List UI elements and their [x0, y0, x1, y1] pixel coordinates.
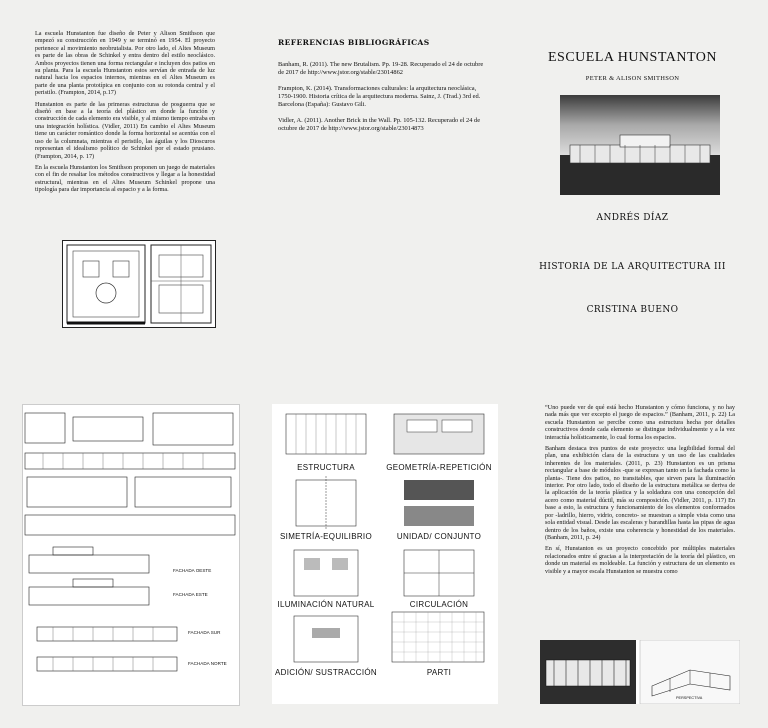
caption-circulacion: CIRCULACIÓN: [409, 600, 469, 609]
elevation-label-west: FACHADA OESTE: [173, 568, 212, 573]
professor-name: CRISTINA BUENO: [586, 305, 679, 315]
school-photo-image: [560, 95, 720, 195]
elevation-label-south: FACHADA SUR: [188, 630, 221, 635]
caption-geometria: GEOMETRÍA-REPETICIÓN: [386, 463, 492, 472]
left-paragraph-3: En la escuela Hunstanton los Smithson proponen un juego de materiales con el fin de resaltar los métodos constructivos y llegar a la honestidad estructural, mientras en el Altes Museum Schinkel propone una tipología para dar importancia al espacio y a la forma.: [35, 163, 215, 194]
caption-iluminacion: ILUMINACIÓN NATURAL: [277, 600, 375, 609]
elevation-label-east: FACHADA ESTE: [173, 592, 208, 597]
right-paragraph-2: Banham destaca tres puntos de este proyecto: una legibilidad formal del plan, una exhibición clara de la estructura y un uso de las cualidades inherentes de los materiales. (2011, p. 23) Hunstanton es un prisma rectangular a base de módulos -que se expresan tanto en la fachada como la planta-. Tiene dos patios, no transitables, que sirven para la iluminación interior. Por otro lado, todo el diseño de la estructura metálica se deriva de la aplicación de la teoría plástica y la soldadura con una concepción del acero como material dúctil, más su composición. (Vidler, 2011, p. 117) En base a esto, la estructura y funcionamiento de los elementos conformados por -ladrillo, hierro, vidrio, concreto- se muestran a simple vista como una sola entidad visual. Desde las escaleras y barandillas hasta las pipas de agua dentro de los baños, existe una coherencia y honestidad de los materiales. (Banham, 2011, p. 24): [545, 445, 735, 541]
right-paragraph-3: En sí, Hunstanton es un proyecto concebido por múltiples materiales relacionados entre sí gracias a la interpretación de la teoría del plástico, en donde un material es moldeable. La función y estructura de un elemento es visible y a mayor escala Hunstanton se muestra como: [545, 545, 735, 575]
right-paragraph-1: “Uno puede ver de qué está hecho Hunstanton y cómo funciona, y no hay nada más que ver excepto el juego de espacios.” (Banham, 2011, p. 22) La escuela Hunstanton se percibe como una estructura hecha por detalles constructivos donde cada elemento se distingue individualmente y a la vez interactúa holísticamente, lo cual forma los espacios.: [545, 404, 735, 441]
analysis-diagrams: [272, 404, 498, 704]
floor-plans-drawing: [63, 241, 215, 327]
caption-estructura: ESTRUCTURA: [297, 463, 355, 472]
bottom-photos: [540, 640, 740, 704]
right-text-column: [545, 404, 735, 579]
references-heading: REFERENCIAS BIBLIOGRÁFICAS: [278, 38, 430, 47]
cover-photo: [560, 95, 720, 195]
caption-adicion: ADICIÓN/ SUSTRACCIÓN: [274, 668, 377, 677]
cover-subtitle: PETER & ALISON SMITHSON: [585, 75, 680, 82]
caption-simetria: SIMETRÍA-EQUILIBRIO: [280, 532, 372, 541]
reference-item: Vidler, A. (2011). Another Brick in the Wall. Pp. 105-132. Recuperado el 24 de octubre de 2017 de http://www.jstor.org/stable/23014873: [278, 117, 481, 132]
reference-item: Banham, R. (2011). The new Brutalism. Pp. 19-28. Recuperado el 24 de octubre de 2017 de http://www.jstor.org/stable/23014862: [278, 61, 484, 76]
reference-item: Frampton, K. (2014). Transformaciones culturales: la arquitectura neoclásica, 1750-1900. Historia crítica de la arquitectura moderna. Sainz, J. (Trad.) 3rd ed. Barcelona (España): Gustavo Gili.: [278, 85, 481, 108]
photo-and-perspective: [540, 640, 740, 704]
references-section: [278, 38, 488, 141]
elevation-label-north: FACHADA NORTE: [188, 661, 227, 666]
caption-parti: PARTI: [426, 668, 452, 677]
comparison-plans: [62, 240, 216, 328]
left-paragraph-2: Hunstanton es parte de las primeras estructuras de posguerra que se diseñó en base a la teoría del plástico en donde la función y construcción de cada elemento era visible, y al mismo tiempo entraba en una integración holística. (Vidler, 2011) En cambio el Altes Museum tiene un carácter romántico donde la forma horizontal se acentúa con el uso de la columnata, mientras el peristilo, las águilas y los Dioscuros representan el idealismo político de Schinkel por el estado prusiano. (Frampton, 2014, p. 17): [35, 100, 215, 160]
caption-unidad: UNIDAD/ CONJUNTO: [396, 532, 482, 541]
perspective-label: PERSPECTIVA: [676, 696, 703, 700]
elevation-drawings: [23, 405, 239, 705]
left-paragraph-1: La escuela Hunstanton fue diseño de Peter y Alison Smithson que empezó su construcción en 1949 y se terminó en 1954. El proyecto pertenece al movimiento neobrutalista. Por otro lado, el Altes Museum es parte de las obras de Schinkel y entra dentro del estilo neoclásico. Ambos proyectos tienen una forma rectangular e incluyen dos patios en su planta. Para la escuela Hunstanton estos servían de entrada de luz natural hacia los espacios internos, mientras en el Altes Museum es parte de una planta prototípica en conjunto con su rotonda central y el peristilo. (Frampton, 2014, p.17): [35, 30, 215, 97]
analysis-panel: [272, 404, 498, 704]
cover-title: ESCUELA HUNSTANTON: [547, 50, 717, 65]
left-text-column: [35, 30, 215, 198]
course-name: HISTORIA DE LA ARQUITECTURA III: [539, 262, 726, 272]
elevations-panel: [22, 404, 240, 706]
author-name: ANDRÉS DÍAZ: [596, 213, 669, 223]
